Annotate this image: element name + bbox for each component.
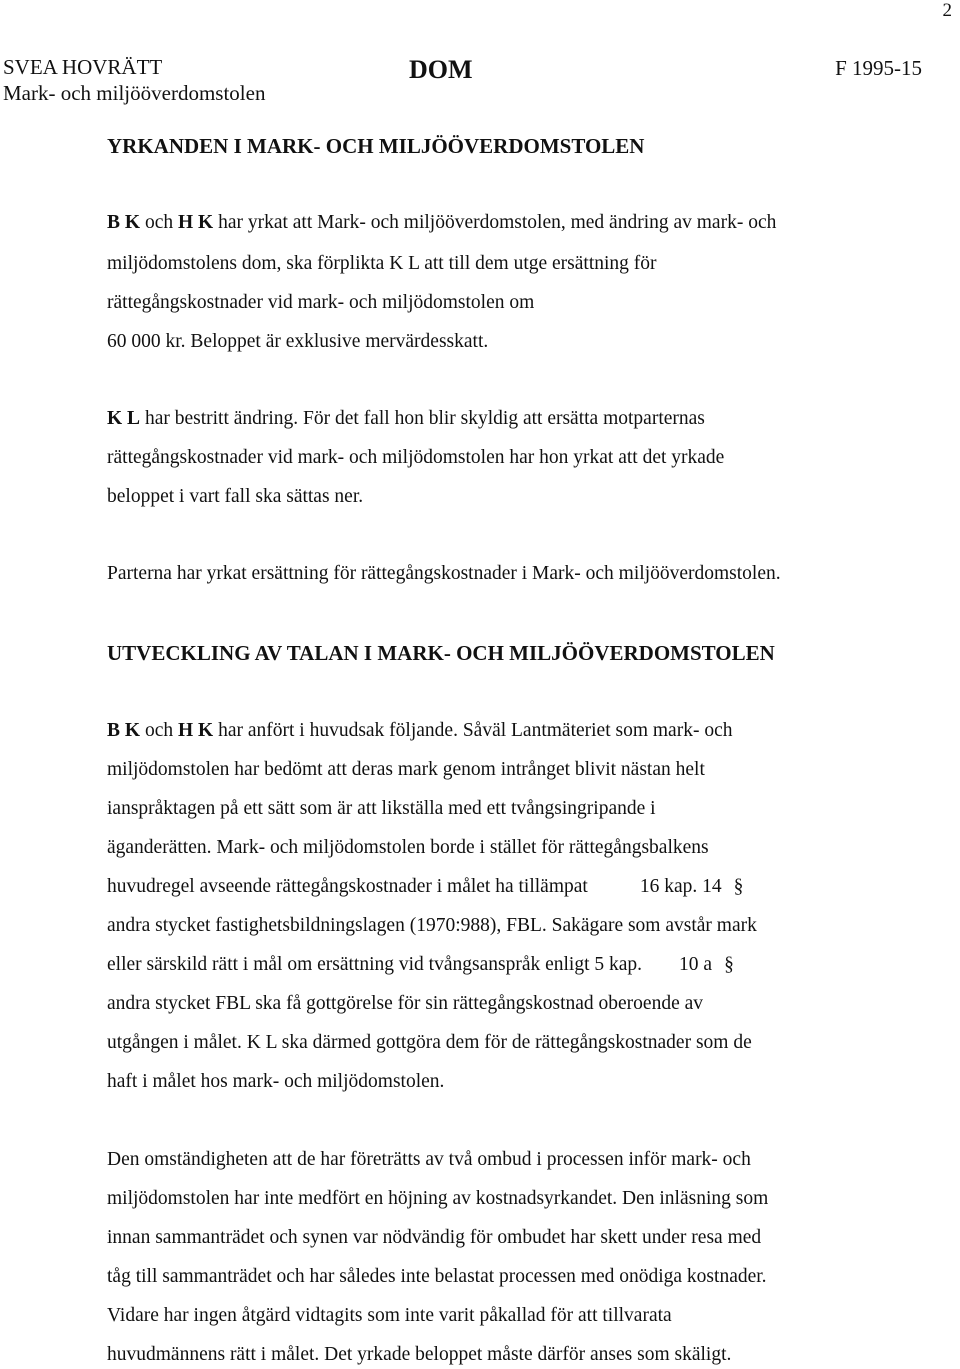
party-name: B K [107, 720, 141, 741]
case-number: F 1995-15 [835, 56, 922, 80]
text-span: och [140, 720, 178, 741]
paragraph-line: utgången i målet. K L ska därmed gottgöra dem för de rättegångskostnader som de [107, 1032, 752, 1053]
court-name: SVEA HOVRÄTT [3, 55, 163, 79]
section-heading-argument: UTVECKLING AV TALAN I MARK- OCH MILJÖÖVERDOMSTOLEN [107, 641, 775, 665]
text-span: och [140, 212, 178, 233]
paragraph-line: Parterna har yrkat ersättning för rättegångskostnader i Mark- och miljööverdomstolen. [107, 563, 781, 584]
party-name: H K [177, 720, 214, 741]
paragraph-line: andra stycket fastighetsbildningslagen (1970:988), FBL. Sakägare som avstår mark [107, 915, 757, 936]
document-type: DOM [409, 55, 473, 84]
party-name: B K [107, 212, 141, 233]
paragraph-line: rättegångskostnader vid mark- och miljödomstolen om [107, 292, 535, 313]
party-name: K L [107, 408, 141, 429]
paragraph-line [107, 720, 732, 742]
court-header [3, 54, 265, 106]
paragraph-line: rättegångskostnader vid mark- och miljödomstolen har hon yrkat att det yrkade [107, 447, 725, 468]
paragraph-line: Vidare har ingen åtgärd vidtagits som inte varit påkallad för att tillvarata [107, 1305, 672, 1326]
text-span: har bestritt ändring. För det fall hon blir skyldig att ersätta motparternas [140, 408, 705, 429]
court-division: Mark- och miljööverdomstolen [3, 81, 266, 105]
paragraph-line: miljödomstolens dom, ska förplikta K L att till dem utge ersättning för [107, 253, 657, 274]
section-symbol: § [733, 876, 744, 897]
paragraph-line: miljödomstolen har inte medfört en höjning av kostnadsyrkandet. Den inläsning som [107, 1188, 769, 1209]
paragraph-line [107, 408, 705, 430]
paragraph-line: innan sammanträdet och synen var nödvändig för ombudet har skett under resa med [107, 1227, 762, 1248]
paragraph-line: Den omständigheten att de har företrätts av två ombud i processen inför mark- och [107, 1149, 751, 1170]
text-span: har yrkat att Mark- och miljööverdomstolen, med ändring av mark- och [213, 212, 777, 233]
text-span: 10 a [679, 954, 713, 975]
text-span: 16 kap. 14 [639, 876, 722, 897]
text-span: huvudregel avseende rättegångskostnader i målet ha tillämpat [107, 876, 588, 897]
paragraph-line: huvudmännens rätt i målet. Det yrkade beloppet måste därför anses som skäligt. [107, 1344, 732, 1365]
section-heading-claims: YRKANDEN I MARK- OCH MILJÖÖVERDOMSTOLEN [107, 134, 645, 158]
page-number: 2 [942, 0, 952, 21]
paragraph-line [107, 212, 776, 234]
paragraph-line: ianspråktagen på ett sätt som är att likställa med ett tvångsingripande i [107, 798, 656, 819]
section-symbol: § [724, 954, 734, 975]
text-span: eller särskild rätt i mål om ersättning vid tvångsanspråk enligt 5 kap. [107, 954, 643, 975]
text-span: har anfört i huvudsak följande. Såväl Lantmäteriet som mark- och [213, 720, 733, 741]
paragraph-line: beloppet i vart fall ska sättas ner. [107, 486, 364, 507]
paragraph-line: 60 000 kr. Beloppet är exklusive mervärdesskatt. [107, 331, 489, 352]
paragraph-line: tåg till sammanträdet och har således inte belastat processen med onödiga kostnader. [107, 1266, 767, 1287]
paragraph-line [107, 876, 743, 898]
paragraph-line: haft i målet hos mark- och miljödomstolen. [107, 1071, 445, 1092]
paragraph-line [107, 954, 734, 976]
party-name: H K [177, 212, 214, 233]
paragraph-line: äganderätten. Mark- och miljödomstolen borde i stället för rättegångsbalkens [107, 837, 709, 858]
paragraph-line: andra stycket FBL ska få gottgörelse för sin rättegångskostnad oberoende av [107, 993, 704, 1014]
paragraph-line: miljödomstolen har bedömt att deras mark genom intrånget blivit nästan helt [107, 759, 705, 780]
